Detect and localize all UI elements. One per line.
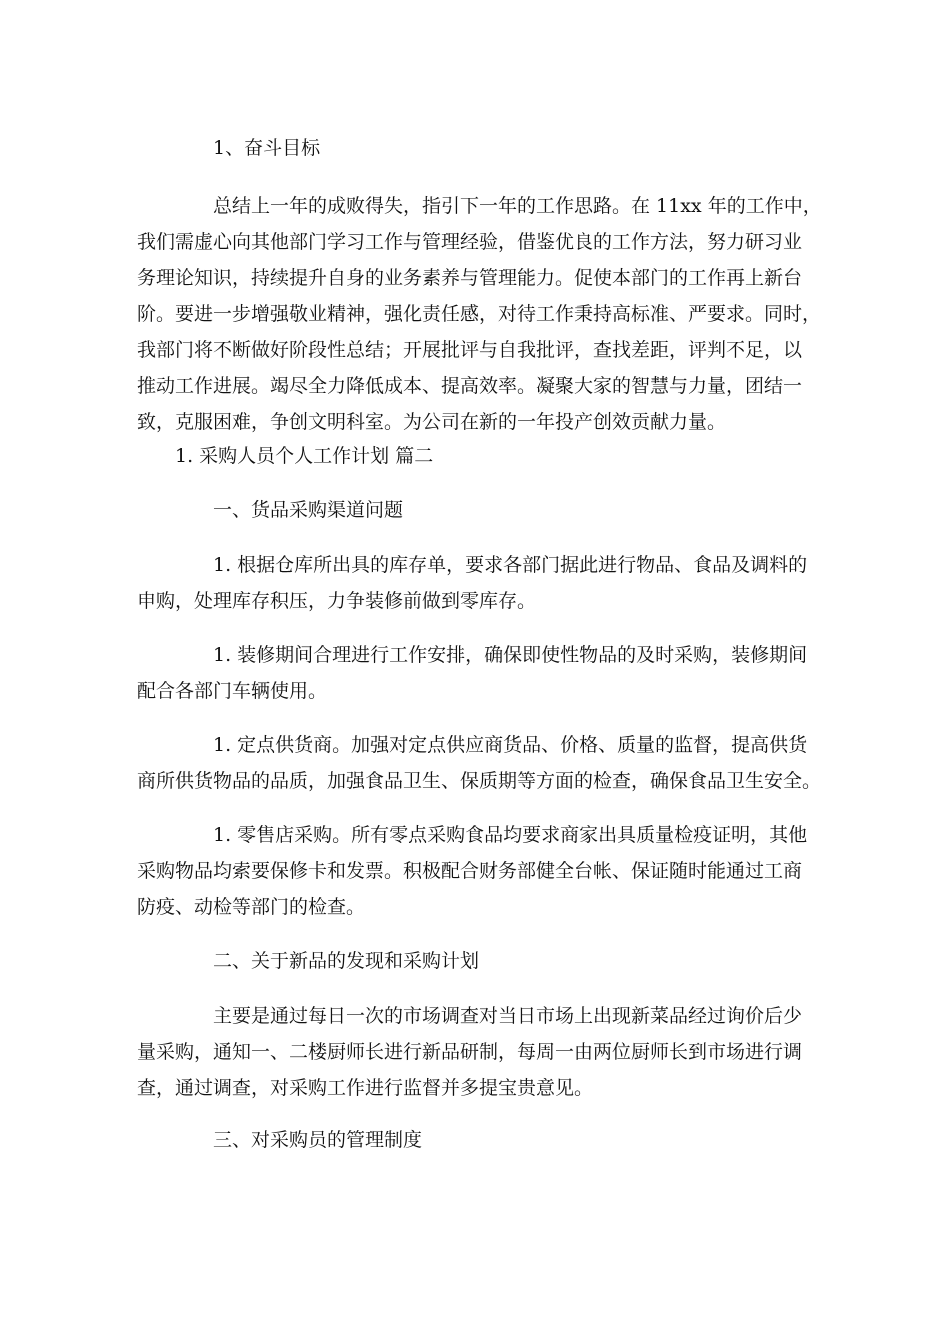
subsection-heading: 三、对采购员的管理制度: [213, 1129, 423, 1151]
paragraph-line: 主要是通过每日一次的市场调查对当日市场上出现新菜品经过询价后少: [213, 1005, 803, 1027]
paragraph-line: 1. 定点供货商。加强对定点供应商货品、价格、质量的监督，提高供货: [213, 734, 808, 756]
paragraph-line: 总结上一年的成败得失，指引下一年的工作思路。在 11xx 年的工作中，: [213, 195, 822, 217]
paragraph-line: 阶。要进一步增强敬业精神，强化责任感，对待工作秉持高标准、严要求。同时，: [137, 303, 822, 325]
subsection-heading: 二、关于新品的发现和采购计划: [213, 950, 480, 972]
paragraph-line: 1. 装修期间合理进行工作安排，确保即使性物品的及时采购，装修期间: [213, 644, 808, 666]
paragraph-line: 我部门将不断做好阶段性总结；开展批评与自我批评，查找差距，评判不足，以: [137, 339, 803, 361]
section-heading: 1、奋斗目标: [213, 137, 321, 159]
document-title: 1. 采购人员个人工作计划 篇二: [175, 445, 434, 467]
paragraph-line: 防疫、动检等部门的检查。: [137, 896, 366, 918]
paragraph-line: 1. 根据仓库所出具的库存单，要求各部门据此进行物品、食品及调料的: [213, 554, 808, 576]
paragraph-line: 申购，处理库存积压，力争装修前做到零库存。: [137, 590, 537, 612]
paragraph-line: 采购物品均索要保修卡和发票。积极配合财务部健全台帐、保证随时能通过工商: [137, 860, 803, 882]
paragraph-line: 配合各部门车辆使用。: [137, 680, 328, 702]
paragraph-line: 量采购，通知一、二楼厨师长进行新品研制，每周一由两位厨师长到市场进行调: [137, 1041, 803, 1063]
paragraph-line: 1. 零售店采购。所有零点采购食品均要求商家出具质量检疫证明，其他: [213, 824, 808, 846]
paragraph-line: 推动工作进展。竭尽全力降低成本、提高效率。凝聚大家的智慧与力量，团结一: [137, 375, 803, 397]
paragraph-line: 商所供货物品的品质，加强食品卫生、保质期等方面的检查，确保食品卫生安全。: [137, 770, 822, 792]
paragraph-line: 务理论知识，持续提升自身的业务素养与管理能力。促使本部门的工作再上新台: [137, 267, 803, 289]
paragraph-line: 查，通过调查，对采购工作进行监督并多提宝贵意见。: [137, 1077, 594, 1099]
subsection-heading: 一、货品采购渠道问题: [213, 499, 404, 521]
paragraph-line: 我们需虚心向其他部门学习工作与管理经验，借鉴优良的工作方法，努力研习业: [137, 231, 803, 253]
paragraph-line: 致，克服困难，争创文明科室。为公司在新的一年投产创效贡献力量。: [137, 411, 727, 433]
